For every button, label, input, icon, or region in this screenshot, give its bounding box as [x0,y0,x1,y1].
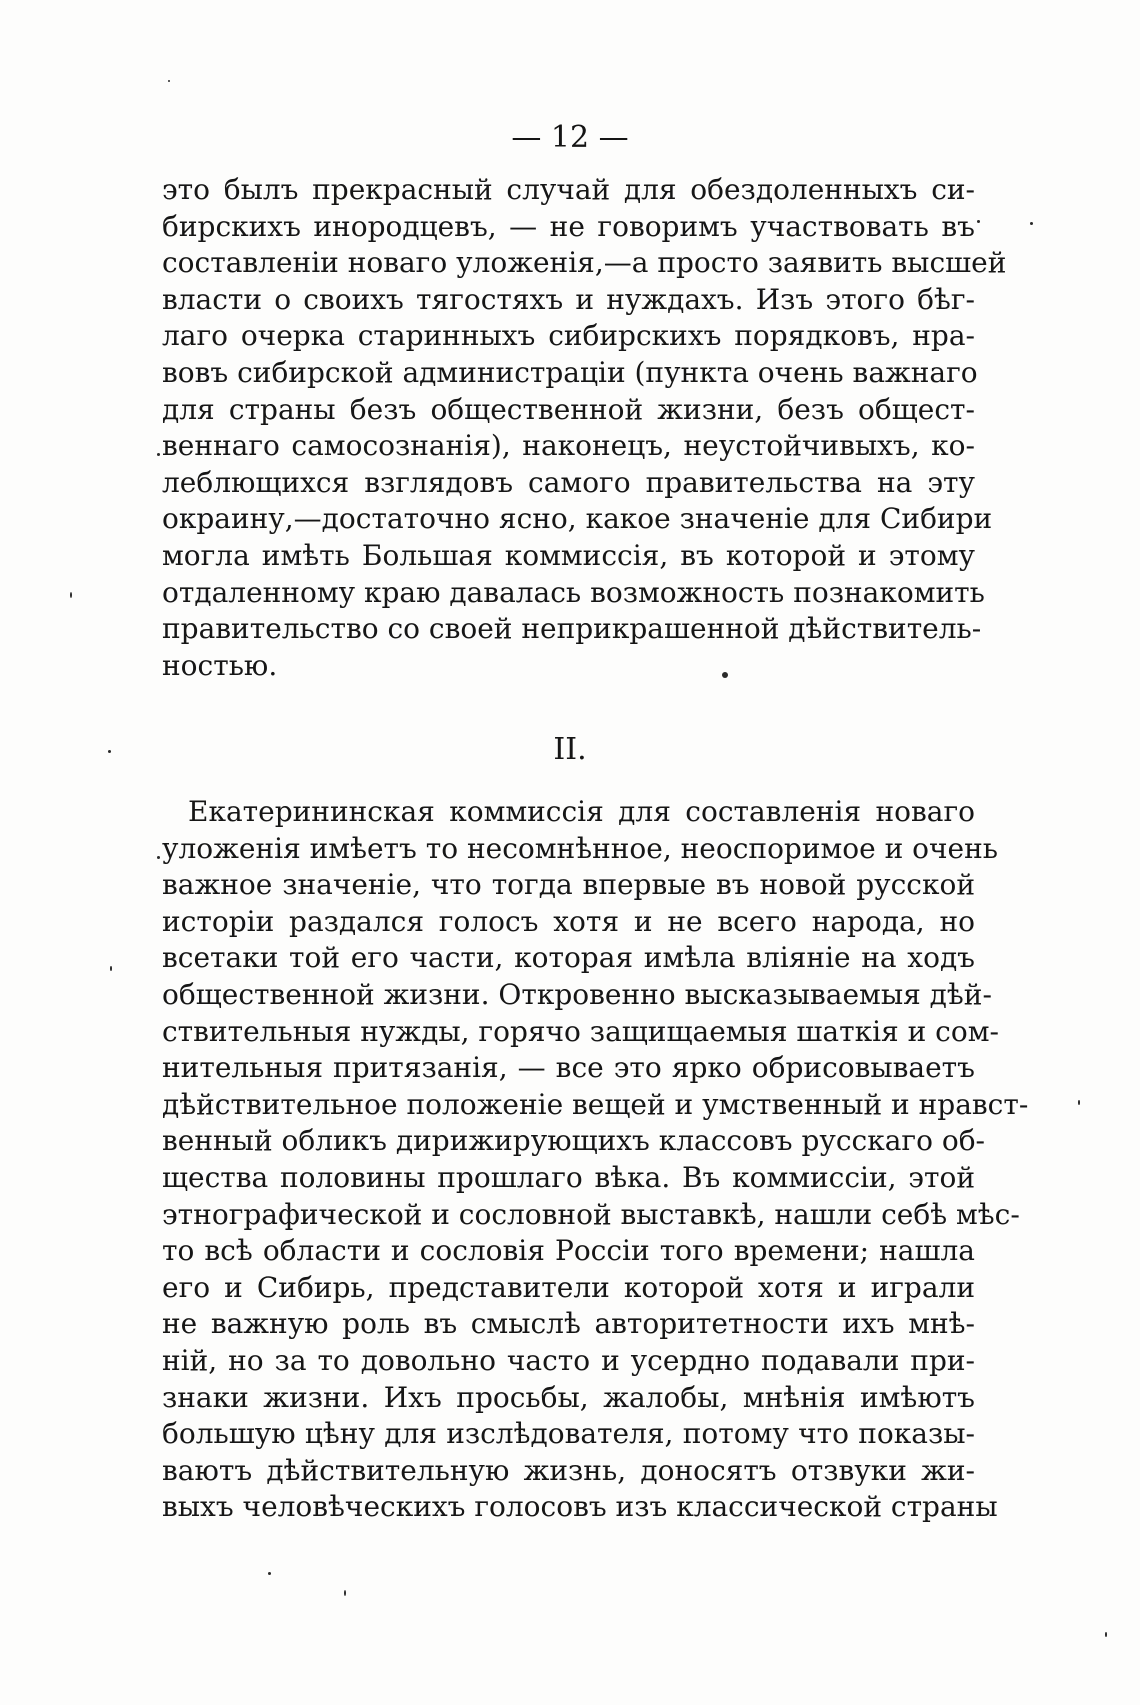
text-line: отдаленному краю давалась возможность познакомить [162,575,985,609]
text-line: правительство со своей неприкрашенной дѣйствитель- [162,612,982,646]
scan-speck [157,453,160,456]
text-line: важное значеніе, что тогда впервые въ новой русской [162,868,975,902]
text-line: ствительныя нужды, горячо защищаемыя шаткія и сом- [162,1014,999,1048]
text-line: бирскихъ инородцевъ, — не говоримъ участвовать въ [162,209,975,243]
text-line: вовъ сибирской администраціи (пункта очень важнаго [162,355,978,389]
scan-speck [1078,1100,1080,1105]
text-line: щества половины прошлаго вѣка. Въ коммиссіи, этой [162,1160,975,1194]
text-line: его и Сибирь, представители которой хотя и играли [162,1270,975,1304]
text-line-last: ностью. [162,648,278,682]
text-line: выхъ человѣческихъ голосовъ изъ классической страны [162,1490,998,1524]
scan-speck [157,856,160,859]
paragraph-1 [162,172,1007,684]
text-line: знаки жизни. Ихъ просьбы, жалобы, мнѣнія имѣютъ [162,1380,975,1414]
scan-speck [344,1590,346,1596]
text-line: уложенія имѣетъ то несомнѣнное, неоспоримое и очень [162,831,999,865]
scan-speck [70,592,72,598]
text-line: всетаки той его части, которая имѣла вліяніе на ходъ [162,941,975,975]
scan-speck [1030,222,1033,225]
text-line: исторіи раздался голосъ хотя и не всего народа, но [162,904,975,938]
text-line: венный обликъ дирижирующихъ классовъ русскаго об- [162,1124,986,1158]
text-line: этнографической и сословной выставкѣ, нашли себѣ мѣс- [162,1197,1020,1231]
scan-speck [268,1572,271,1575]
text-line: веннаго самосознанія), наконецъ, неустойчивыхъ, ко- [162,429,975,463]
text-line: леблющихся взглядовъ самого правительства на эту [162,465,975,499]
scan-speck [108,750,111,753]
scan-speck [977,220,980,223]
text-line: ваютъ дѣйствительную жизнь, доносятъ отзвуки жи- [162,1453,975,1487]
text-line: нительныя притязанія, — все это ярко обрисовываетъ [162,1051,975,1085]
text-line-first: Екатерининская коммиссія для составленія новаго [188,795,975,828]
text-line: лаго очерка старинныхъ сибирскихъ порядковъ, нра- [162,319,975,353]
scan-speck [722,672,728,678]
text-line: дѣйствительное положеніе вещей и умственный и нравст- [162,1087,1029,1121]
text-line: не важную роль въ смыслѣ авторитетности ихъ мнѣ- [162,1307,975,1341]
scan-speck [110,966,112,971]
text-line: окраину,—достаточно ясно, какое значеніе для Сибири [162,502,993,536]
scan-speck [168,80,170,82]
text-line: власти о своихъ тягостяхъ и нуждахъ. Изъ этого бѣг- [162,282,975,316]
text-line: ній, но за то довольно часто и усердно подавали при- [162,1343,975,1377]
paragraph-2 [162,794,1029,1526]
text-line: большую цѣну для изслѣдователя, потому что показы- [162,1417,975,1451]
page-number: — 12 — [511,120,629,155]
section-heading: II. [553,732,587,767]
text-line: общественной жизни. Откровенно высказываемыя дѣй- [162,977,992,1011]
text-line: могла имѣть Большая коммиссія, въ которой и этому [162,538,975,572]
text-line: для страны безъ общественной жизни, безъ общест- [162,392,975,426]
text-line: составленіи новаго уложенія,—а просто заявить высшей [162,246,1007,280]
text-line: это былъ прекрасный случай для обездоленныхъ си- [162,173,975,206]
text-line: то всѣ области и сословія Россіи того времени; нашла [162,1234,975,1268]
scan-speck [1105,1632,1107,1637]
